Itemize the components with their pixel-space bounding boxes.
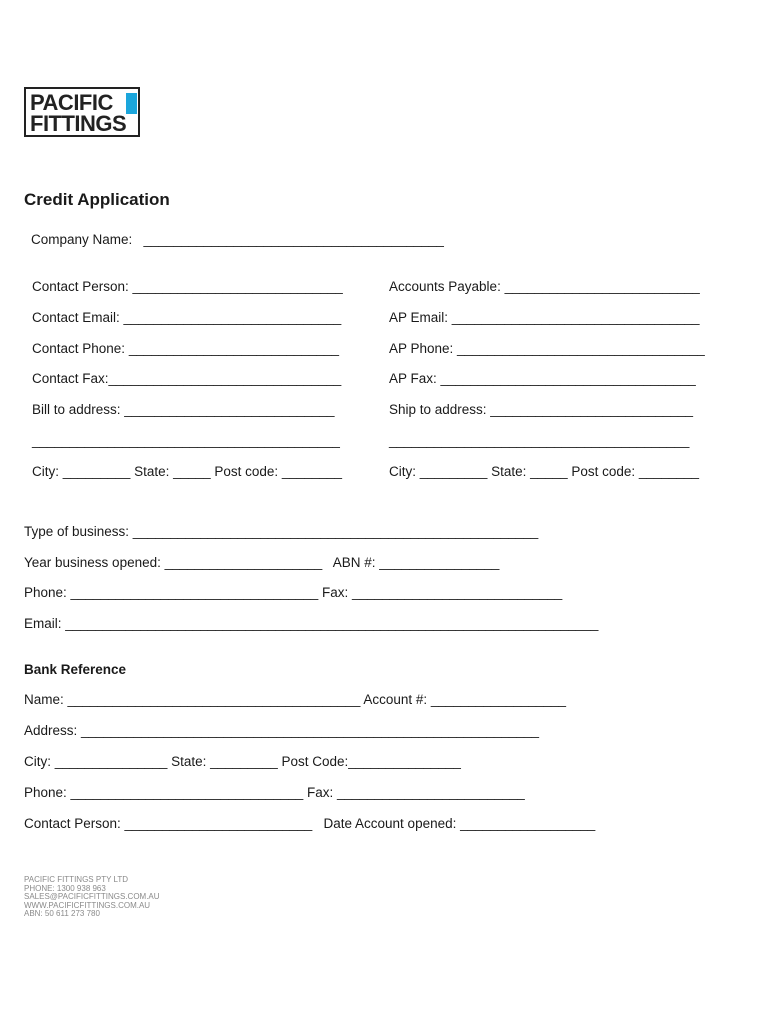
bank-reference-heading: Bank Reference <box>24 662 127 677</box>
contact-phone-field[interactable]: Contact Phone: ____________________________ <box>32 341 340 356</box>
page-title: Credit Application <box>24 190 170 209</box>
ap-email-field[interactable]: AP Email: _________________________________ <box>389 310 700 325</box>
type-of-business-field[interactable]: Type of business: ______________________________________________________ <box>24 524 539 539</box>
accounts-payable-field[interactable]: Accounts Payable: __________________________ <box>389 279 700 294</box>
footer-company: PACIFIC FITTINGS PTY LTD <box>24 875 129 884</box>
bank-contact-date-field[interactable]: Contact Person: _________________________ Date Account opened: __________________ <box>24 816 596 831</box>
ship-city-state-postcode[interactable]: City: _________ State: _____ Post code: ________ <box>389 464 699 479</box>
bank-phone-fax-field[interactable]: Phone: _______________________________ Fax: _________________________ <box>24 785 525 800</box>
bank-name-account-field[interactable]: Name: _______________________________________ Account #: __________________ <box>24 692 567 707</box>
ship-address-line-2[interactable]: ________________________________________ <box>389 433 690 448</box>
footer-email: SALES@PACIFICFITTINGS.COM.AU <box>24 892 160 902</box>
pacific-fittings-logo <box>24 87 140 137</box>
year-opened-abn-field[interactable]: Year business opened: _____________________ ABN #: ________________ <box>24 555 500 570</box>
bank-address-field[interactable]: Address: _____________________________________________________________ <box>24 723 540 738</box>
logo-accent-mark <box>126 93 137 114</box>
footer-abn: ABN: 50 611 273 780 <box>24 909 100 919</box>
footer-web: WWW.PACIFICFITTINGS.COM.AU <box>24 900 151 910</box>
company-name-field[interactable]: Company Name: ________________________________________ <box>31 232 444 247</box>
bank-city-state-postcode-field[interactable]: City: _______________ State: _________ Post Code:_______________ <box>24 754 461 769</box>
logo-line-1: PACIFIC <box>30 90 113 115</box>
ap-phone-field[interactable]: AP Phone: _________________________________ <box>389 341 705 356</box>
bill-to-address-field[interactable]: Bill to address: ____________________________ <box>32 402 335 417</box>
contact-fax-field[interactable]: Contact Fax:_______________________________ <box>32 371 342 386</box>
ap-fax-field[interactable]: AP Fax: __________________________________ <box>389 371 696 386</box>
footer-contact-block <box>24 876 160 919</box>
contact-email-field[interactable]: Contact Email: _____________________________ <box>32 310 342 325</box>
bill-address-line-2[interactable]: _________________________________________ <box>32 433 340 448</box>
ship-to-address-field[interactable]: Ship to address: ___________________________ <box>389 402 694 417</box>
footer-phone: PHONE: 1300 938 963 <box>24 883 106 893</box>
contact-person-field[interactable]: Contact Person: ____________________________ <box>32 279 343 294</box>
logo-line-2: FITTINGS <box>30 111 127 136</box>
bill-city-state-postcode[interactable]: City: _________ State: _____ Post code: ________ <box>32 464 342 479</box>
business-email-field[interactable]: Email: _______________________________________________________________________ <box>24 616 599 631</box>
business-phone-fax-field[interactable]: Phone: _________________________________ Fax: ____________________________ <box>24 585 563 600</box>
